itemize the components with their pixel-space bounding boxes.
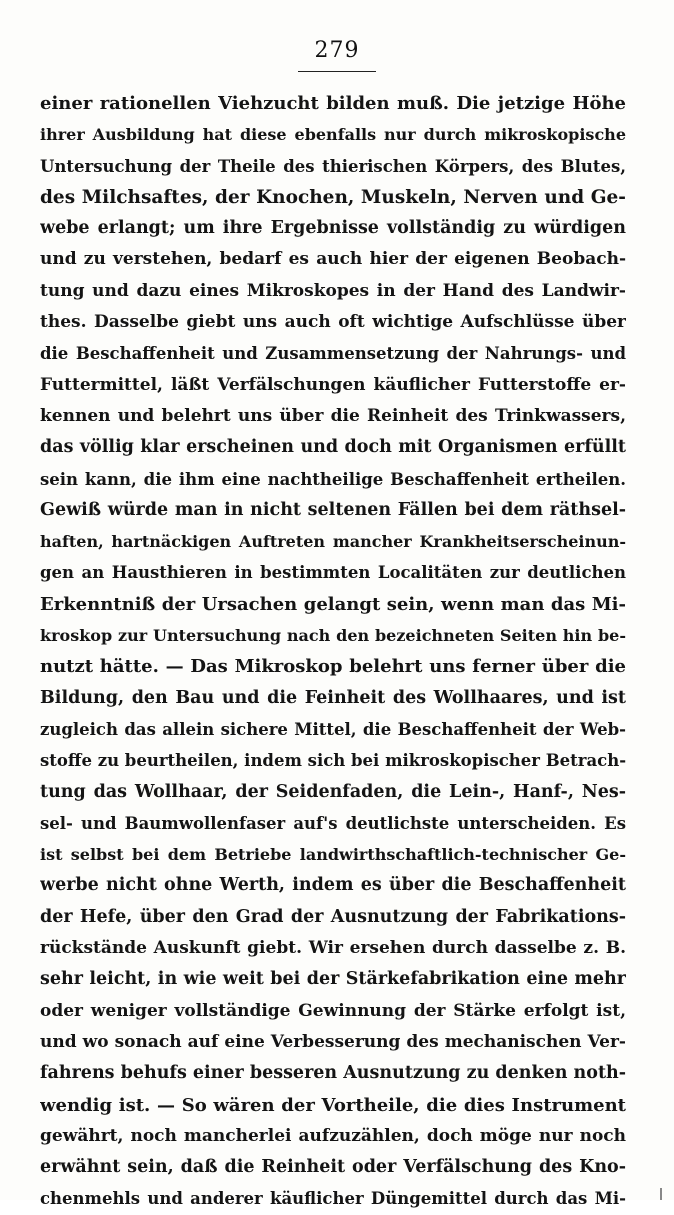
text-line: sehr leicht, in wie weit bei der Stärkefabrikation eine mehr <box>40 969 626 990</box>
text-line: chenmehls und anderer käuflicher Düngemittel durch das Mi- <box>40 1189 626 1209</box>
body-text <box>40 88 626 1215</box>
text-line: erwähnt sein, daß die Reinheit oder Verfälschung des Kno- <box>40 1157 626 1178</box>
text-line: gewährt, noch mancherlei aufzuzählen, doch möge nur noch <box>40 1125 626 1146</box>
page-edge-mark <box>660 1188 662 1200</box>
text-line: kroskop zur Untersuchung nach den bezeichneten Seiten hin be- <box>40 626 626 646</box>
text-line: sein kann, die ihm eine nachtheilige Beschaffenheit ertheilen. <box>40 469 626 489</box>
text-line: oder weniger vollständige Gewinnung der Stärke erfolgt ist, <box>40 1000 626 1021</box>
text-line: und zu verstehen, bedarf es auch hier der eigenen Beobach- <box>40 249 626 270</box>
page-number-rule <box>298 71 376 72</box>
text-line: Untersuchung der Theile des thierischen Körpers, des Blutes, <box>40 156 626 176</box>
text-line: kennen und belehrt uns über die Reinheit des Trinkwassers, <box>40 405 626 426</box>
text-line: Bildung, den Bau und die Feinheit des Wollhaares, und ist <box>40 687 626 708</box>
text-line: nutzt hätte. — Das Mikroskop belehrt uns ferner über die <box>40 656 626 678</box>
text-line: stoffe zu beurtheilen, indem sich bei mikroskopischer Betrach- <box>40 751 626 771</box>
page-number: 279 <box>314 38 360 63</box>
text-line: sel- und Baumwollenfaser auf's deutlichste unterscheiden. Es <box>40 813 626 833</box>
text-line: tung und dazu eines Mikroskopes in der Hand des Landwir- <box>40 280 626 301</box>
text-line: haften, hartnäckigen Auftreten mancher Krankheitserscheinun- <box>40 532 626 552</box>
text-line: gen an Hausthieren in bestimmten Localitäten zur deutlichen <box>40 563 626 583</box>
text-line: Gewiß würde man in nicht seltenen Fällen bei dem räthsel- <box>40 499 626 520</box>
text-line: des Milchsaftes, der Knochen, Muskeln, Nerven und Ge- <box>40 186 626 208</box>
text-line: und wo sonach auf eine Verbesserung des mechanischen Ver- <box>40 1031 626 1052</box>
text-line: Erkenntniß der Ursachen gelangt sein, wenn man das Mi- <box>40 593 626 615</box>
text-line: thes. Dasselbe giebt uns auch oft wichtige Aufschlüsse über <box>40 312 626 333</box>
text-line: webe erlangt; um ihre Ergebnisse vollständig zu würdigen <box>40 218 626 239</box>
text-line: werbe nicht ohne Werth, indem es über die Beschaffenheit <box>40 875 626 896</box>
text-line: ist selbst bei dem Betriebe landwirthschaftlich-technischer Ge- <box>40 845 626 865</box>
text-line: zugleich das allein sichere Mittel, die Beschaffenheit der Web- <box>40 719 626 739</box>
text-line: ihrer Ausbildung hat diese ebenfalls nur durch mikroskopische <box>40 125 626 145</box>
text-line: der Hefe, über den Grad der Ausnutzung der Fabrikations- <box>40 906 626 927</box>
text-line: fahrens behufs einer besseren Ausnutzung zu denken noth- <box>40 1063 626 1084</box>
text-line: die Beschaffenheit und Zusammensetzung der Nahrungs- und <box>40 344 626 364</box>
text-line: rückstände Auskunft giebt. Wir ersehen durch dasselbe z. B. <box>40 938 626 959</box>
text-line: Futtermittel, läßt Verfälschungen käuflicher Futterstoffe er- <box>40 374 626 395</box>
text-line: tung das Wollhaar, der Seidenfaden, die Lein-, Hanf-, Nes- <box>40 781 626 802</box>
text-line: wendig ist. — So wären der Vortheile, die dies Instrument <box>40 1094 626 1116</box>
text-line: das völlig klar erscheinen und doch mit Organismen erfüllt <box>40 437 626 458</box>
text-line: einer rationellen Viehzucht bilden muß. Die jetzige Höhe <box>40 93 626 114</box>
